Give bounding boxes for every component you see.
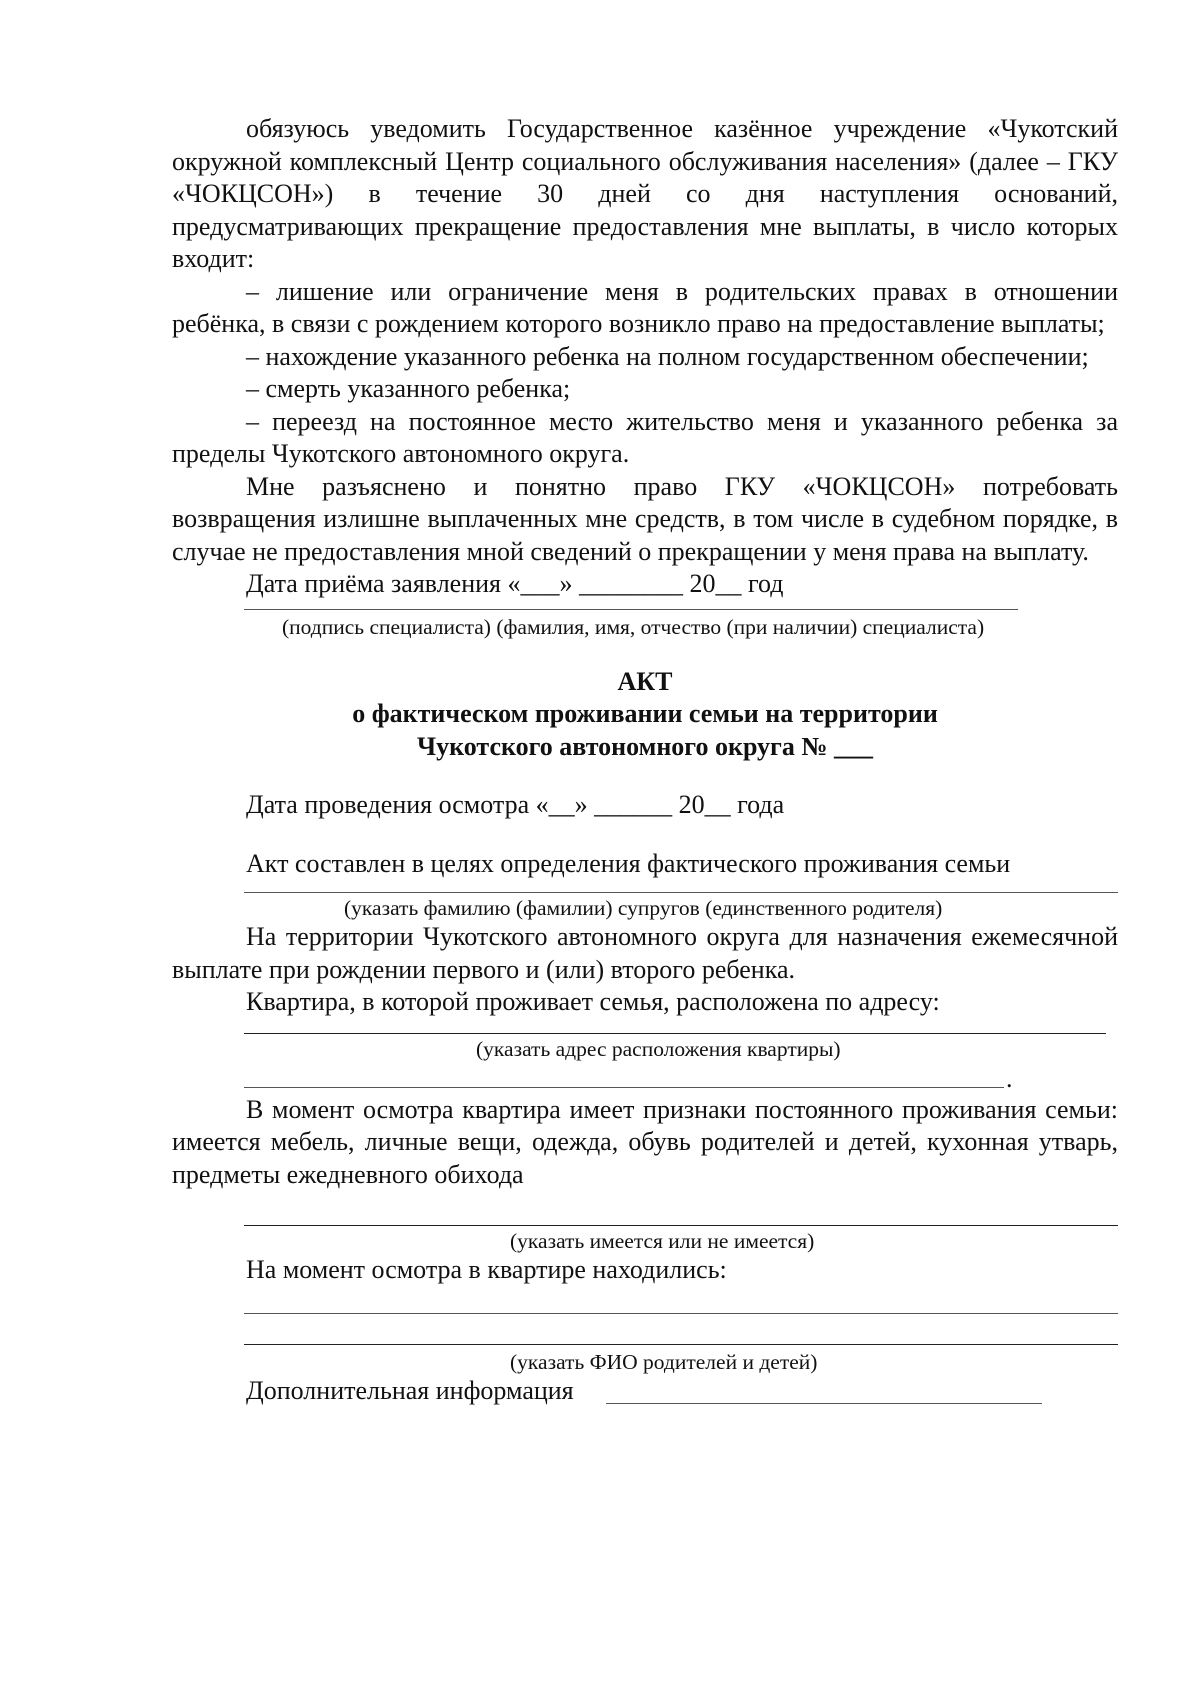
commitment-item-relocation: – переезд на постоянное место жительство меня и указанного ребенка за пределы Чукотского автономного округа. [172, 406, 1118, 468]
address-caption: (указать адрес расположения квартиры) [476, 1036, 841, 1061]
present-persons-line-1 [244, 1313, 1118, 1314]
act-title: АКТ [617, 666, 673, 696]
application-date-line: Дата приёма заявления «___» ________ 20__ год [246, 569, 784, 598]
apartment-address-intro: Квартира, в которой проживает семья, расположена по адресу: [246, 987, 940, 1016]
signs-caption: (указать имеется или не имеется) [510, 1229, 815, 1253]
act-subtitle-line1: о фактическом проживании семьи на территории [352, 699, 938, 728]
signs-presence-line [244, 1225, 1118, 1226]
specialist-signature-caption: (подпись специалиста) (фамилия, имя, отчество (при наличии) специалиста) [282, 614, 985, 639]
address-line [244, 1033, 1106, 1034]
commitment-item-state-support: – нахождение указанного ребенка на полном государственном обеспечении; [246, 341, 1089, 371]
commitment-intro: обязуюсь уведомить Государственное казённое учреждение «Чукотский окружной комплексный Центр социального обслуживания населения» (далее – ГКУ «ЧОКЦСОН») в течение 30 дней со дня наступления оснований, предусматривающих прекращение предоставления мне выплаты, в число которых входит: [172, 114, 1118, 273]
commitment-item-deprivation: – лишение или ограничение меня в родительских правах в отношении ребёнка, в связи с рождением которого возникло право на предоставление выплаты; [172, 276, 1118, 338]
names-caption: (указать ФИО родителей и детей) [510, 1349, 818, 1374]
present-persons-line-2 [244, 1344, 1118, 1345]
spouses-caption: (указать фамилию (фамилии) супругов (единственного родителя) [344, 896, 943, 920]
present-persons-intro: На момент осмотра в квартире находились: [246, 1255, 727, 1284]
territory-paragraph: На территории Чукотского автономного округа для назначения ежемесячной выплате при рождении первого и (или) второго ребенка. [172, 922, 1118, 984]
address-period: . [1006, 1064, 1013, 1093]
commitment-item-death: – смерть указанного ребенка; [246, 374, 571, 403]
refund-paragraph: Мне разъяснено и понятно право ГКУ «ЧОКЦСОН» потребовать возвращения излишне выплаченных мне средств, в том числе в судебном порядке, в случае не предоставления мной сведений о прекращении у меня права на выплату. [172, 471, 1118, 566]
additional-info-line [606, 1403, 1042, 1404]
specialist-signature-line [244, 609, 1018, 610]
address-line-2 [244, 1087, 1004, 1088]
additional-info-row [172, 1375, 1118, 1408]
address-line-2-row [244, 1064, 1118, 1093]
additional-info-label: Дополнительная информация [246, 1375, 574, 1405]
act-subtitle-line2: Чукотского автономного округа № ___ [417, 731, 873, 761]
act-purpose: Акт составлен в целях определения фактического проживания семьи [246, 848, 1011, 878]
spouses-name-line [244, 892, 1118, 893]
document-page [172, 113, 1118, 1408]
inspection-date-line: Дата проведения осмотра «__» ______ 20__ года [246, 790, 785, 819]
apartment-signs-paragraph: В момент осмотра квартира имеет признаки постоянного проживания семьи: имеется мебель, личные вещи, одежда, обувь родителей и детей, кухонная утварь, предметы ежедневного обихода [172, 1094, 1118, 1189]
